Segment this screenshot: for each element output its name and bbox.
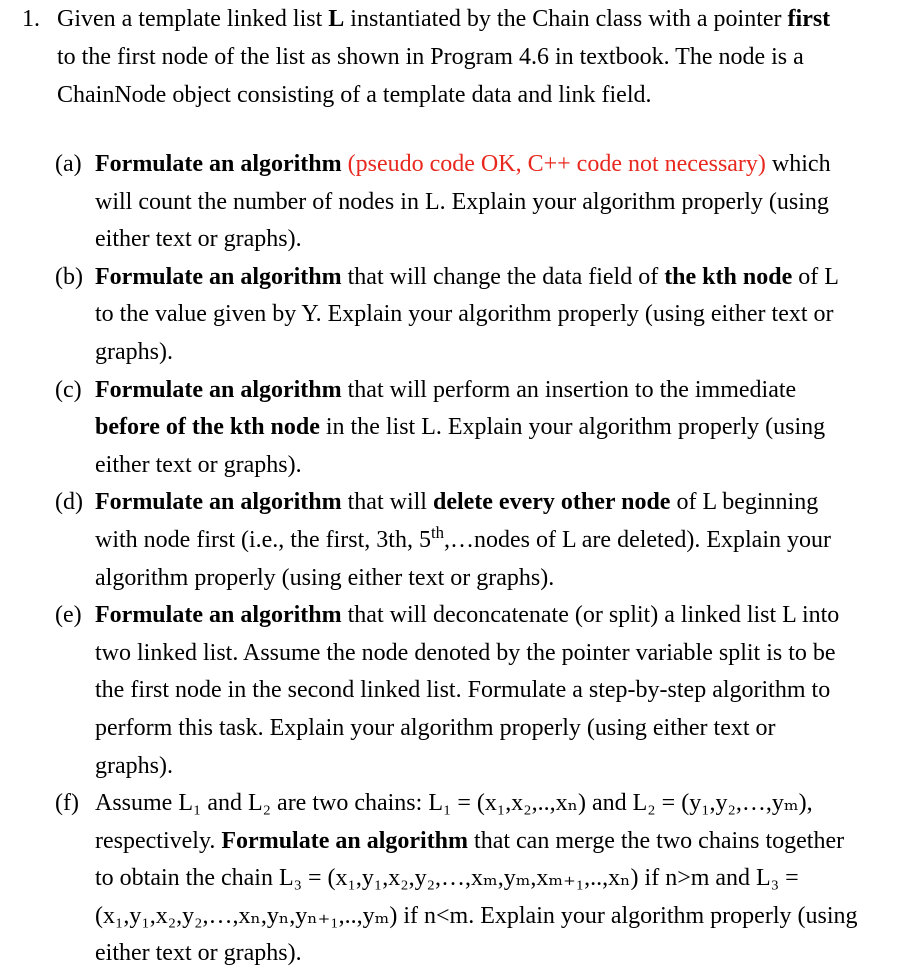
part-line: two linked list. Assume the node denoted by the pointer variable split is to be	[95, 639, 836, 666]
part-line: algorithm properly (using either text or graphs).	[95, 564, 555, 591]
part-body	[95, 259, 905, 372]
bold-text: Formulate an algorithm	[95, 151, 342, 177]
stem-text: instantiated by the Chain class with a pointer	[344, 6, 788, 32]
part-label: (a)	[55, 151, 82, 177]
stem-bold-first: first	[787, 6, 831, 32]
part-line: either text or graphs).	[95, 451, 302, 478]
part-line	[95, 409, 905, 447]
part-body	[95, 785, 905, 973]
text: in the list L. Explain your algorithm properly (using	[319, 414, 826, 441]
text: that can merge the two chains together	[468, 827, 845, 854]
stem-line-2: to the first node of the list as shown in Program 4.6 in textbook. The node is a	[57, 44, 804, 70]
text: ,…nodes of L are deleted). Explain your	[444, 526, 831, 553]
red-note: (pseudo code OK, C++ code not necessary)	[341, 151, 766, 177]
part-d	[55, 484, 905, 597]
part-line: either text or graphs).	[95, 226, 302, 253]
text: that will	[341, 489, 433, 516]
text: with node first (i.e., the first, 3th, 5	[95, 526, 431, 553]
part-body	[95, 597, 905, 785]
part-line: Assume L₁ and L₂ are two chains: L₁ = (x₁,x₂,..,xₙ) and L₂ = (y₁,y₂,…,yₘ),	[95, 790, 813, 817]
bold-text: before of the kth node	[95, 414, 320, 441]
stem-line-3: ChainNode object consisting of a template data and link field.	[57, 82, 652, 108]
part-label: (b)	[55, 263, 83, 290]
part-e	[55, 597, 905, 785]
question-number: 1.	[22, 6, 40, 32]
part-line: to the value given by Y. Explain your algorithm properly (using either text or	[95, 301, 834, 328]
part-body	[95, 146, 905, 259]
part-label: (c)	[55, 376, 82, 403]
part-body	[95, 484, 905, 597]
bold-text: Formulate an algorithm	[95, 602, 342, 629]
part-b	[55, 259, 905, 372]
part-line	[95, 259, 905, 297]
part-line: graphs).	[95, 338, 173, 365]
text: which	[765, 151, 831, 177]
part-c	[55, 372, 905, 485]
bold-text: Formulate an algorithm	[95, 376, 342, 403]
part-line: will count the number of nodes in L. Explain your algorithm properly (using	[95, 188, 829, 215]
part-body	[95, 372, 905, 485]
part-line	[95, 372, 905, 410]
text: that will change the data field of	[341, 263, 665, 290]
part-line	[95, 522, 905, 560]
part-a	[55, 146, 905, 259]
bold-text: Formulate an algorithm	[221, 827, 469, 854]
part-line: perform this task. Explain your algorithm properly (using either text or	[95, 714, 776, 741]
part-label: (d)	[55, 489, 83, 516]
part-f	[55, 785, 905, 973]
part-line: graphs).	[95, 752, 173, 779]
part-line: (x₁,y₁,x₂,y₂,…,xₙ,yₙ,yₙ₊₁,..,yₘ) if n<m. Explain your algorithm properly (using	[95, 902, 858, 929]
part-line: to obtain the chain L₃ = (x₁,y₁,x₂,y₂,…,xₘ,yₘ,xₘ₊₁,..,xₙ) if n>m and L₃ =	[95, 865, 799, 892]
part-line	[95, 597, 905, 635]
stem-line-1	[57, 0, 887, 38]
question-stem	[57, 0, 887, 114]
part-label: (e)	[55, 602, 82, 629]
stem-bold-list: L	[328, 6, 345, 32]
bold-text: the kth node	[664, 263, 793, 290]
part-line	[95, 484, 905, 522]
text: of L	[792, 263, 839, 290]
stem-text: Given a template linked list	[57, 6, 329, 32]
part-label: (f)	[55, 790, 79, 817]
bold-text: Formulate an algorithm	[95, 489, 342, 516]
superscript: th	[430, 522, 445, 542]
text: that will perform an insertion to the immediate	[341, 376, 797, 403]
part-line: either text or graphs).	[95, 940, 302, 967]
part-line	[95, 146, 905, 184]
bold-text: Formulate an algorithm	[95, 263, 342, 290]
text: of L beginning	[670, 489, 819, 516]
part-line: the first node in the second linked list. Formulate a step-by-step algorithm to	[95, 677, 831, 704]
text: that will deconcatenate (or split) a linked list L into	[341, 602, 840, 629]
bold-text: delete every other node	[432, 489, 671, 516]
text: respectively.	[95, 827, 222, 854]
part-line	[95, 823, 905, 861]
sub-questions	[55, 146, 905, 973]
